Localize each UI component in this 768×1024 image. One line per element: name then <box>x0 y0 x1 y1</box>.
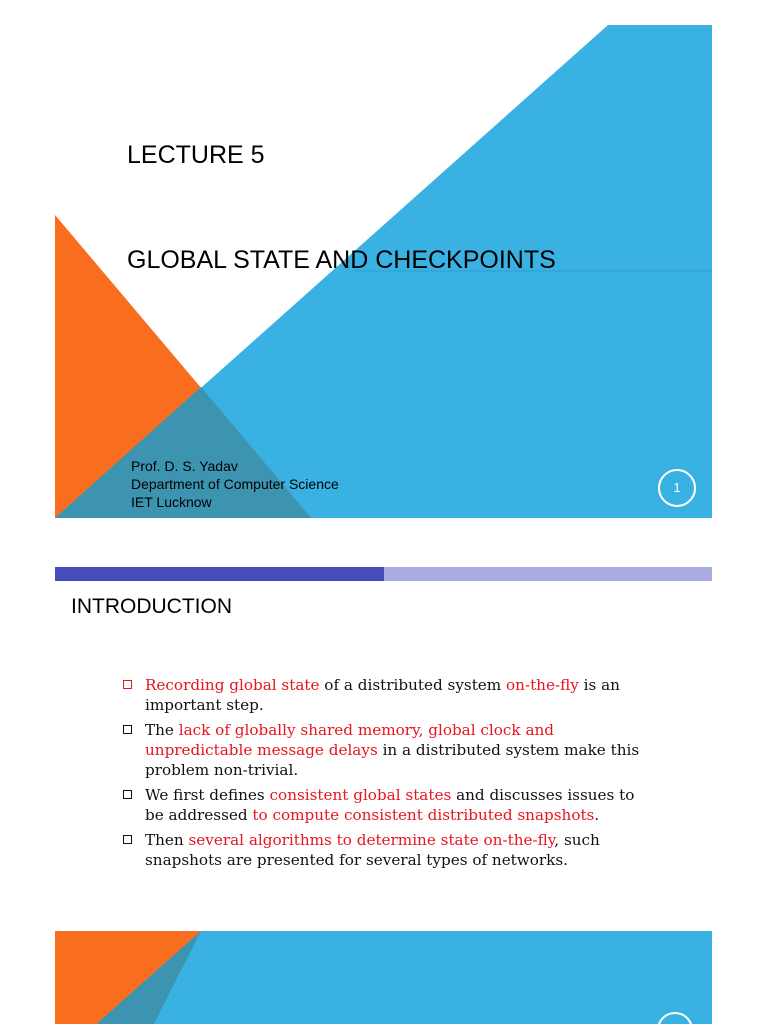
bullet-text: . <box>594 806 600 824</box>
bullet-text: We first defines <box>145 786 270 804</box>
header-bar-light <box>384 567 712 581</box>
slide-heading: INTRODUCTION <box>71 595 232 618</box>
bullet-text: of a distributed system <box>319 676 507 694</box>
bullet-item <box>121 675 651 715</box>
bullet-text: in a distributed system make this problem non-trivial. <box>145 741 640 779</box>
checkbox-bullet-icon <box>123 835 132 844</box>
bullet-text-highlight: on-the-fly <box>506 676 579 694</box>
author-department: Department of Computer Science <box>131 476 339 492</box>
checkbox-bullet-icon <box>123 790 132 799</box>
checkbox-bullet-icon <box>123 680 132 689</box>
next-slide-background <box>55 931 712 1024</box>
bullet-text-highlight: several algorithms to determine state on-the-fly <box>188 831 555 849</box>
next-slide-partial <box>55 931 712 1024</box>
introduction-slide <box>55 567 712 915</box>
bullet-text-highlight: consistent global states <box>269 786 452 804</box>
bullet-list <box>121 675 651 875</box>
bullet-text-highlight: Recording global state <box>145 676 320 694</box>
bullet-item <box>121 785 651 825</box>
lecture-title: GLOBAL STATE AND CHECKPOINTS <box>127 246 556 274</box>
lecture-number: LECTURE 5 <box>127 141 265 169</box>
author-block <box>131 457 339 511</box>
checkbox-bullet-icon <box>123 725 132 734</box>
bullet-text: is an important step. <box>145 676 620 714</box>
bullet-text: , such snapshots are presented for several types of networks. <box>145 831 600 869</box>
header-bar-dark <box>55 567 384 581</box>
bullet-text-highlight: to compute consistent distributed snapshots <box>252 806 595 824</box>
bullet-text: Then <box>145 831 189 849</box>
author-institute: IET Lucknow <box>131 494 212 510</box>
bullet-item <box>121 720 651 780</box>
author-name: Prof. D. S. Yadav <box>131 458 238 474</box>
bullet-text: and discusses issues to be addressed <box>145 786 635 824</box>
page-number-badge: 1 <box>658 469 696 507</box>
bullet-text-highlight: lack of globally shared memory, global clock and unpredictable message delays <box>145 721 555 759</box>
bullet-text: The <box>145 721 179 739</box>
title-slide <box>55 25 712 518</box>
bullet-item <box>121 830 651 870</box>
